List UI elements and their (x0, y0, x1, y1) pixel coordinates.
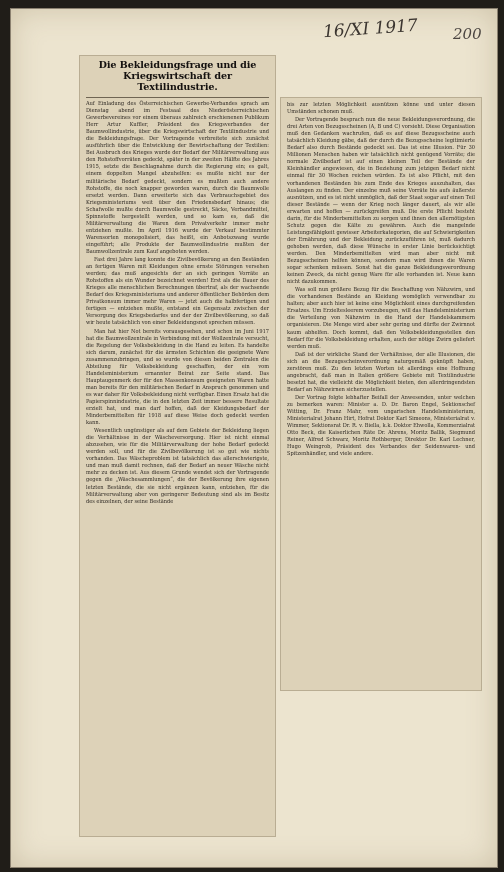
newspaper-clipping-left (80, 56, 275, 836)
article-column-right (287, 102, 475, 458)
paragraph: Fast drei Jahre lang konnte die Zivilbevölkerung an den Beständen an fertigen Waren mit Kleidungen ohne ernste Störungen versehen werden; das muß angesichts der an sich geringen Vorräte an Rohstoffen als ein Wunder bezeichnet werden! Erst als die Dauer des Krieges alle menschlichen Berechnungen übertraf, als der wachsende Bedarf des Kriegsministeriums und anderer öffentlicher Behörden dem Privatkonsum immer mehr Waren — jetzt auch die halbfertigen und fertigen — entziehen mußte, entstand ein Gegensatz zwischen der Versorgung des Kriegsbedarfes und der der Zivilbevölkerung, so daß wir heute tatsächlich von einer Bekleidungsnot sprechen müssen. (86, 257, 269, 327)
paragraph: Daß ist der wirkliche Stand der Verhältnisse, der alle Illusionen, die sich an die Bezugsscheinverordnung naturgemäß geknüpft haben, zerstören muß. Zu den letzten Worten ist allerdings eine Hoffnung angebracht, daß man in Italien größere Gebiete mit Textilindustrie besetzt hat, die vielleicht die Möglichkeit bieten, den allerdringendsten Bedarf an Nähzwirnen sicherzustellen. (287, 351, 475, 393)
headline-rule (86, 97, 269, 98)
paragraph: Wesentlich ungünstiger als auf dem Gebiete der Bekleidung liegen die Verhältnisse in der Wäscheversorgung. Hier ist nicht einmal abzusehen, wie für die Militärverwaltung der hohe Bedarf gedeckt werden soll, und für die Zivilbevölkerung ist so gut wie nichts vorhanden. Das Wäscheproblem ist tatsächlich das allerschwierigste, und man muß damit rechnen, daß der Bedarf an neuer Wäsche nicht mehr zu decken ist. Aus diesem Grunde wendet sich der Vortragende gegen die „Wäschesammlungen“, die der Bevölkerung ihre eigenen letzten Bestände, die sie nicht ergänzen kann, entziehen, für die Militärverwaltung aber von geringerer Bedeutung sind als im Besitz des einzelnen, der seine Bestände (86, 428, 269, 505)
paragraph: Der Vortragende besprach nun die neue Bekleidungsverordnung, die drei Arten von Bezugsscheinen (A, B und C) vorsieht. Diese Organisation muß den Gedanken wachrufen, daß es auf diese Bezugsscheine auch tatsächlich Kleidung gäbe, daß der durch die Bezugsscheine legitimierte Bedarf also durch Bestände gedeckt sei. Das ist eine Illusion. Für 30 Millionen Menschen haben wir tatsächlich nicht genügend Vorräte; die normale Zivilbedarf ist auf einen kleinen Teil der Bestände der Kleinhändler angewiesen, die in Beziehung zum jetzigen Bedarf nicht einmal für 30 Wochen reichen würden. Es ist also Pflicht, mit den vorhandenen Beständen bis zum Ende des Krieges auszuhalten, das Auslangen zu finden. Der einzelne muß seine Vorräte bis aufs äußerste ausnützen, und es ist nicht unmöglich, daß der Staat sogar auf einen Teil dieser Bestände — wenn der Krieg noch länger dauert, als wir alle erwarten und hoffen — zurückgreifen muß. Die erste Pflicht besteht darin, für die Minderbemittelten zu sorgen und ihnen den allernötigsten Schutz gegen die Kälte zu gewähren. Auch die mangelnde Leistungsfähigkeit gewisser Arbeiterkategorien, die auf Schwierigkeiten der Ernährung und der Bekleidung zurückzuführen ist, muß dadurch gehoben werden, daß diese Wünsche in erster Linie berücksichtigt werden. Den Minderbemittelten wird man aber nicht mit Bezugsscheinen helfen können, sondern man wird ihnen die Waren sogar schenken müssen. Sonst hat die ganze Bekleidungsverordnung keinen Zweck, da nicht genug Ware für alle vorhanden ist. Neue kann nicht dazukommen. (287, 117, 475, 286)
paragraph: Was soll nun größere Bezug für die Beschaffung von Nähzwirn, und die vorhandenen Bestände an Kleidung womöglich verwendbar zu halten; aber auch hier ist keine eine Möglichkeit eines durchgreifenden Ersatzes. Um Erzieltesleerem vorzubeugen, will das Handelsministerium die Verteilung von Nähzwirn in die Hand der Handelskammern organisieren. Die Menge wird aber sehr gering und dürfte der Zwirnnot kaum abhelfen. Doch kommt, daß den Volksbekleidungsstellen den Bedarf für die Volksbekleidung erhalten, auch der nötige Zwirn geliefert werden muß. (287, 287, 475, 350)
handwritten-page-number: 200 (453, 25, 482, 43)
article-headline: Die Bekleidungsfrage und die Kriegswirtschaft der Textilindustrie. (98, 60, 257, 93)
paragraph: Man hat hier Not bereits vorausgesehen, und schon im Juni 1917 hat die Baumwollzentrale in Verbindung mit der Wollzentrale versucht, die Regelung der Volksbekleidung in die Hand zu leiten. Es handelte sich darum, zunächst für die ärmsten Schichten die geeignete Ware zusammenzubringen, und so wurde von diesen beiden Zentralen die Abteilung für Volksbekleidung geschaffen, der ein vom Handelsministerium ernannter Beirat zur Seite stand. Das Hauptaugenmerk der für den Massenkonsum geeigneten Waren hatte man bereits für den militärischen Bedarf in Anspruch genommen und es war daher für Volksbekleidung nicht verfügbar. Einen Ersatz hat die Papierspinnindustrie, die in den letzten Zeit immer bessere Resultate erzielt hat, und man darf hoffen, daß der Kleidungsbedarf der Minderbemittelten für 1918 auf diese Weise doch gedeckt werden kann. (86, 328, 269, 427)
paragraph: Auf Einladung des Österreichischen Gewerbe-Verbandes sprach am Dienstag abend im Festsaal des Niederösterreichischen Gewerbevereines vor einem überaus zahlreich erschienenen Publikum Herr Artur Kuffler, Präsident des Kriegsverbandes der Baumwollindustrie, über die Kriegswirtschaft der Textilindustrie und die Bekleidungsfrage. Der Vortragende verbreitete sich zunächst ausführlich über die Entwicklung der Bewirtschaftung der Textilien: Bei Ausbruch des Krieges wurde der Bedarf der Militärverwaltung aus den Rohstoffvorräten gedeckt, später in der zweiten Hälfte des Jahres 1915, setzte die Beschlagnahme durch die Regierung ein; es galt, einem doppelten Mangel abzuhelfen: es mußte nicht nur der militärische Bedarf gedeckt, sondern es mußten auch andere Rohstoffe, die noch knapper geworden waren, durch die Baumwolle ersetzt werden. Dann erweiterte sich das Verbrauchsgebiet des Kriegsministeriums weit über den Friedensbedarf hinaus; die Schafwolle mußte durch Baumwolle gestreckt, Säcke, Verbandmittel, Spinnstoffe hergestellt werden, und so kam es, daß die Militärverwaltung die Waren dem Privatverkehr immer mehr entziehen mußte. Im April 1916 wurde der Verkauf bestimmter Warensorten monopolisiert, das heißt, ein Anbotszwang wurde eingeführt; alle Produkte der Baumwollindustrie mußten der Baumwollzentrale zum Kauf angeboten werden. (86, 101, 269, 255)
paragraph: Der Vortrag folgte lebhafter Beifall der Anwesenden, unter welchen zu bemerken waren: Minister a. D. Dr. Baron Engel, Sektionschef Witting, Dr. Franz Mahr, vom ungarischen Handelsministerium, Ministerialrat Johann Hirt, Hofrat Doktor Karl Simeons, Ministerialrat v. Wimmer, Sektionsrat Dr. R. v. Biella, k.k. Doktor Ehwolla, Kommerzialrat Otto Beck, die Kaiserlichen Räte Dr. Ahrens, Moritz Ballik, Siegmund Reiner, Alfred Schwarz, Moritz Rothberger, Direktor Dr. Karl Lechner, Hugo Weingrob, Präsident des Verbandes der Seidenwaren- und Spitzenhändler, und viele andere. (287, 394, 475, 458)
handwritten-date: 16/XI 1917 (322, 15, 419, 43)
article-column-left (86, 101, 269, 506)
paragraph: bis zur letzten Möglichkeit ausnützen könne und unter diesen Umständen schonen muß. (287, 102, 475, 116)
newspaper-clipping-right (281, 98, 481, 690)
